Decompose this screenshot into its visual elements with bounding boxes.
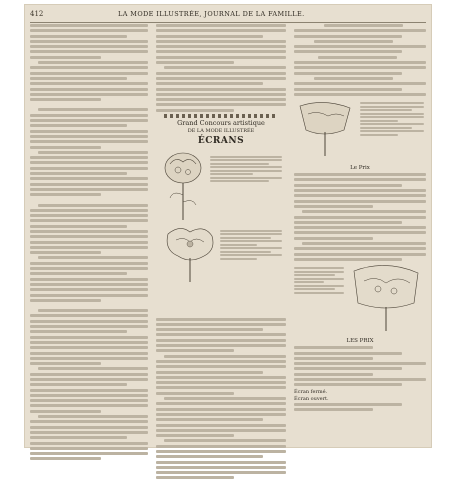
- open-screen-illustration: [348, 263, 424, 333]
- text-block: [294, 24, 426, 96]
- figure-caption-text: [294, 267, 344, 295]
- text-block: [294, 403, 426, 411]
- page-number: 412: [30, 10, 44, 18]
- page-header: [24, 8, 432, 22]
- column-right: [294, 24, 426, 442]
- illustration-area: [294, 98, 426, 162]
- illustration-area: [294, 263, 426, 335]
- contest-subtitle: DE LA MODE ILLUSTRÉE: [187, 128, 255, 135]
- header-rule: [30, 22, 426, 23]
- text-block: [294, 346, 426, 386]
- section-heading-les-prix: LES PRIX: [346, 338, 374, 345]
- label-ecran-ferme: Écran fermé.: [294, 388, 328, 395]
- closed-screen-illustration: [294, 100, 356, 158]
- flower-screen-illustration: [158, 150, 208, 222]
- journal-title: LA MODE ILLUSTRÉE, JOURNAL DE LA FAMILLE.: [118, 10, 305, 18]
- text-block: [156, 24, 286, 112]
- text-block: [156, 318, 286, 479]
- contest-heading: ÉCRANS: [197, 135, 245, 146]
- figure-caption-text: [220, 230, 282, 262]
- ornament-divider: [164, 114, 278, 118]
- contest-title: Grand Concours artistique: [177, 119, 265, 128]
- figure-caption-text: [360, 102, 424, 137]
- section-heading-prix: Le Prix: [350, 165, 370, 172]
- column-left: [30, 24, 148, 442]
- newspaper-page: [24, 4, 432, 448]
- figure-caption-text: [210, 156, 282, 184]
- illustration-area: [156, 148, 286, 318]
- text-block: [30, 24, 148, 460]
- column-middle: [156, 24, 286, 442]
- poppy-screen-illustration: [160, 224, 218, 284]
- text-block: [294, 173, 426, 261]
- label-ecran-ouvert: Écran ouvert.: [294, 395, 329, 402]
